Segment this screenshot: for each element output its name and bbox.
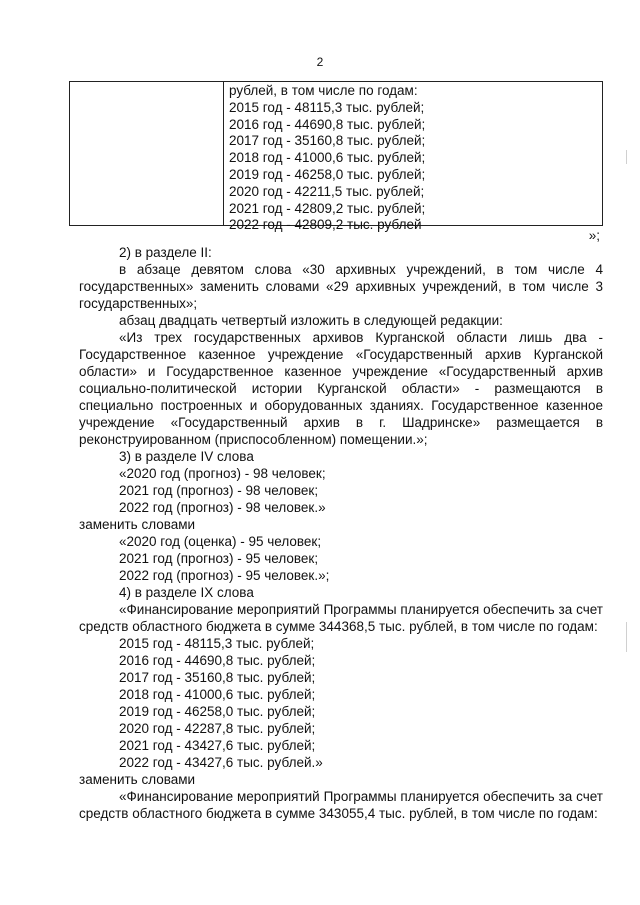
staff-new-line: «2020 год (оценка) - 95 человек; xyxy=(119,534,322,549)
budget-table xyxy=(69,81,603,233)
table-line: 2015 год - 48115,3 тыс. рублей; xyxy=(229,99,425,115)
funding-year-line: 2020 год - 42287,8 тыс. рублей; xyxy=(119,721,316,736)
scan-margin-mark xyxy=(626,150,627,164)
section-2-heading: 2) в разделе II: xyxy=(119,245,212,260)
replace-words-label: заменить словами xyxy=(79,772,196,787)
scan-margin-mark xyxy=(626,622,627,652)
page-number: 2 xyxy=(316,55,324,69)
table-line: 2018 год - 41000,6 тыс. рублей; xyxy=(229,150,426,166)
table-line: 2021 год - 42809,2 тыс. рублей; xyxy=(229,200,426,216)
table-column-divider xyxy=(223,82,224,225)
table-line: 2016 год - 44690,8 тыс. рублей; xyxy=(229,116,426,132)
funding-year-line: 2019 год - 46258,0 тыс. рублей; xyxy=(119,704,316,719)
section-3-heading: 3) в разделе IV слова xyxy=(119,449,254,464)
table-cell-text xyxy=(229,83,425,234)
funding-year-line: 2018 год - 41000,6 тыс. рублей; xyxy=(119,687,316,702)
funding-year-line: 2016 год - 44690,8 тыс. рублей; xyxy=(119,653,316,668)
table-line: 2022 год - 42809,2 тыс. рублей xyxy=(229,217,422,233)
staff-old-line: «2020 год (прогноз) - 98 человек; xyxy=(119,466,326,481)
funding-year-line: 2021 год - 43427,6 тыс. рублей; xyxy=(119,738,316,753)
section-2-paragraph-2: абзац двадцать четвертый изложить в следующей редакции: xyxy=(119,313,503,328)
closing-quote: »; xyxy=(588,228,600,243)
staff-old-line: 2022 год (прогноз) - 98 человек.» xyxy=(119,500,326,515)
table-line: 2019 год - 46258,0 тыс. рублей; xyxy=(229,166,426,182)
funding-year-line: 2022 год - 43427,6 тыс. рублей.» xyxy=(119,755,323,770)
section-4-paragraph-2: «Финансирование мероприятий Программы планируется обеспечить за счет средств областного бюджета в сумме 343055,4 тыс. рублей, в том числе по годам: xyxy=(79,789,603,821)
table-line: 2017 год - 35160,8 тыс. рублей; xyxy=(229,133,426,149)
funding-year-line: 2017 год - 35160,8 тыс. рублей; xyxy=(119,670,316,685)
section-2-paragraph-3: «Из трех государственных архивов Курганской области лишь два - Государственное казенное учреждение «Государственный архив Курганской области» и Государственное казенное учреждение «Государственный архив социально-политической истории Курганской области» - размещаются в специально построенных и оборудованных зданиях. Государственное казенное учреждение «Государственный архив в г. Шадринске» размещается в реконструированном (приспособленном) помещении.»; xyxy=(79,330,603,447)
section-4-heading: 4) в разделе IX слова xyxy=(119,585,254,600)
section-2-paragraph-1: в абзаце девятом слова «30 архивных учреждений, в том числе 4 государственных» заменить словами «29 архивных учреждений, в том числе 3 государственных»; xyxy=(79,262,603,311)
section-4-paragraph-1: «Финансирование мероприятий Программы планируется обеспечить за счет средств областного бюджета в сумме 344368,5 тыс. рублей, в том числе по годам: xyxy=(79,602,603,634)
table-line: рублей, в том числе по годам: xyxy=(229,83,418,98)
funding-year-line: 2015 год - 48115,3 тыс. рублей; xyxy=(119,636,315,651)
staff-new-line: 2021 год (прогноз) - 95 человек; xyxy=(119,551,319,566)
document-body xyxy=(79,244,603,822)
staff-old-line: 2021 год (прогноз) - 98 человек; xyxy=(119,483,319,498)
table-line: 2020 год - 42211,5 тыс. рублей; xyxy=(229,183,425,199)
replace-words-label: заменить словами xyxy=(79,517,196,532)
staff-new-line: 2022 год (прогноз) - 95 человек.»; xyxy=(119,568,330,583)
